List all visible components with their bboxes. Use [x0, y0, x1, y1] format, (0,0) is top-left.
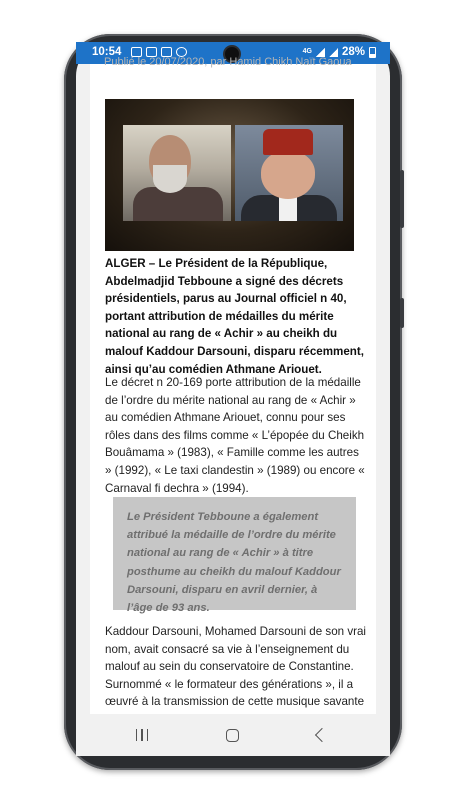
status-time: 10:54	[92, 46, 122, 58]
article-lead: ALGER – Le Président de la République, Abdelmadjid Tebboune a signé des décrets présidentiels, parus au Journal officiel n 40, portant attribution de médailles du mérite national au rang de « Achir » au cheikh du malouf Kaddour Darsouni, disparu récemment, ainsi qu’au comédien Athmane Ariouet.	[105, 257, 364, 376]
quote-text: Le Président Tebboune a également attribué la médaille de l’ordre du mérite national au rang de « Achir » à titre posthume au cheikh du malouf Kaddour Darsouni, disparu en avril dernier, à l’âge de 93 ans.	[127, 511, 341, 615]
volume-button	[400, 170, 404, 228]
home-icon	[226, 729, 239, 742]
article-body[interactable]	[90, 56, 376, 714]
recent-apps-button[interactable]	[124, 724, 160, 746]
blockquote	[113, 497, 356, 615]
article-meta: Publié le 20/07/2020, par Hamid Chikh Naït Gaoua	[104, 56, 352, 68]
battery-icon	[369, 47, 376, 58]
article-paragraph-1: Le décret n 20-169 porte attribution de la médaille de l’ordre du mérite national au rang de « Achir » au comédien Athmane Ariouet, connu pour ses rôles dans des films comme « L’épopée du Cheikh Bouâmama » (1983), « Famille comme les autres » (1992), « Le taxi clandestin » (1989) ou encore « Carnaval fi dechra » (1994).	[105, 376, 365, 495]
back-icon	[315, 728, 329, 742]
article-paragraph-2: Kaddour Darsouni, Mohamed Darsouni de son vrai nom, avait consacré sa vie à l’enseignement du malouf au sein du conservatoire de Constantine. Surnommé « le formateur des générations », il a œuvré à la transmission de cette musique savante	[105, 625, 367, 709]
phone-screen	[76, 42, 390, 756]
battery-percent: 28%	[341, 46, 365, 58]
navigation-bar	[76, 714, 390, 756]
portrait-left	[123, 125, 231, 221]
recent-apps-icon	[136, 729, 149, 741]
power-button	[400, 298, 404, 328]
home-button[interactable]	[214, 724, 250, 746]
portrait-right	[235, 125, 343, 221]
back-button[interactable]	[302, 724, 338, 746]
article-photo[interactable]	[105, 99, 354, 251]
network-type: 4G	[302, 48, 312, 55]
